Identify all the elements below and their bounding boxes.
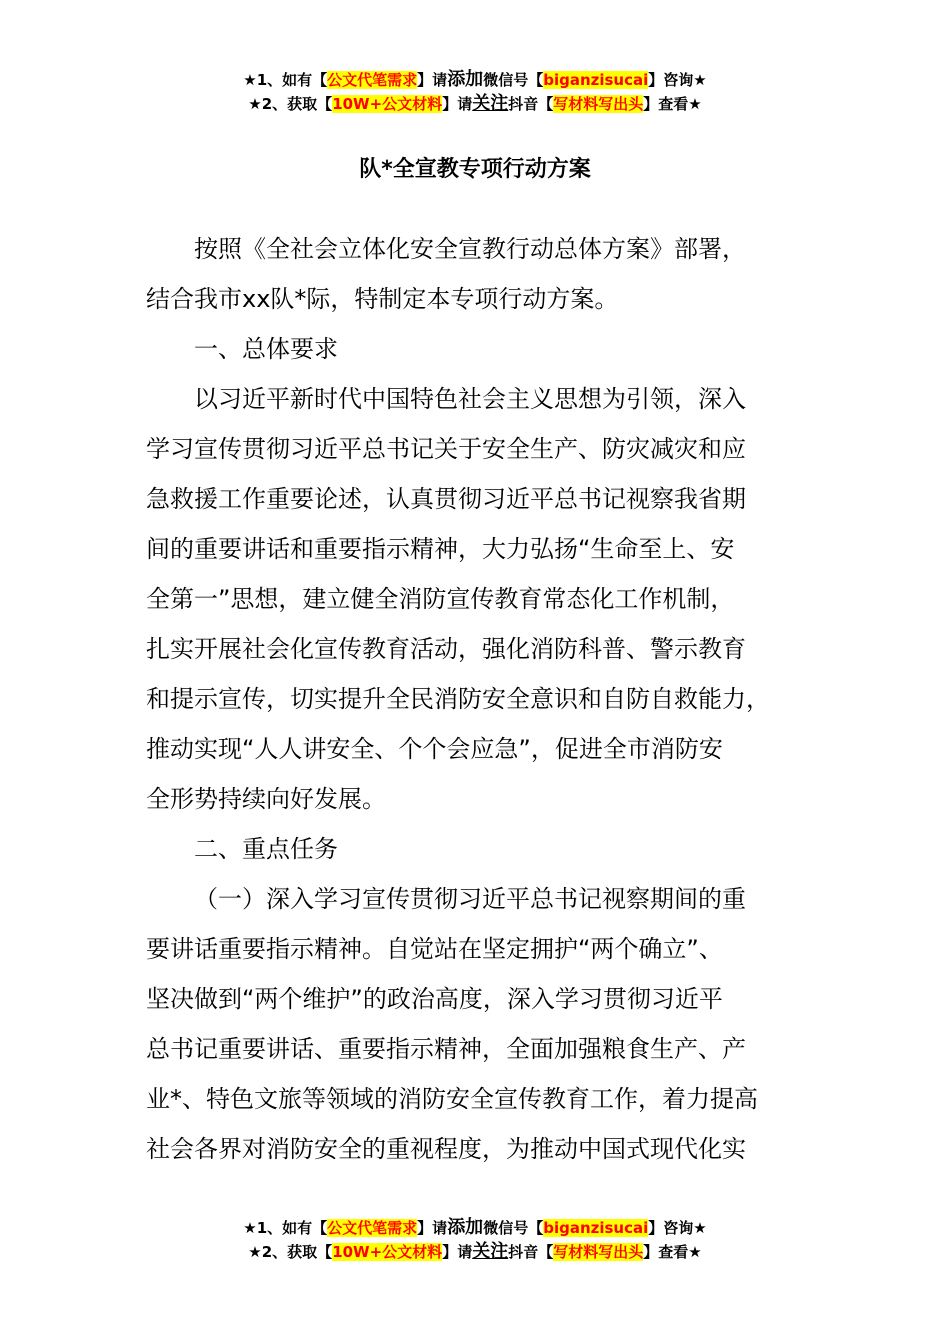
promo-wechat-id: biganzisucai (543, 71, 649, 89)
promo-douyin-id: 写材料写出头 (553, 1243, 644, 1261)
promo-text: 2、获取【 (261, 95, 333, 113)
body-line: 推动实现“人人讲安全、个个会应急”，促进全市消防安 (146, 735, 723, 763)
body-line: 扎实开展社会化宣传教育活动，强化消防科普、警示教育 (146, 635, 746, 663)
promo-line-2 (0, 92, 950, 116)
promo-text: 】请 (417, 71, 448, 89)
promo-highlight: 10W+公文材料 (332, 1243, 443, 1261)
star-icon: ★ (243, 1219, 257, 1237)
body-line: 坚决做到“两个维护”的政治高度，深入学习贯彻习近平 (146, 985, 723, 1013)
promo-emphasis: 添加 (447, 1217, 484, 1238)
body-line: 急救援工作重要论述，认真贯彻习近平总书记视察我省期 (146, 485, 746, 513)
promo-text: 抖音【 (508, 95, 554, 113)
promo-emphasis: 关注 (472, 93, 509, 114)
body-line: 业*、特色文旅等领域的消防安全宣传教育工作，着力提高 (146, 1085, 758, 1113)
promo-text: 】查看 (643, 95, 689, 113)
promo-text: 】咨询 (648, 71, 694, 89)
promo-text: 微信号【 (483, 1219, 544, 1237)
promo-text: 抖音【 (508, 1243, 554, 1261)
promo-emphasis: 关注 (472, 1241, 509, 1262)
promo-highlight: 10W+公文材料 (332, 95, 443, 113)
promo-text: 】请 (442, 95, 473, 113)
promo-highlight: 公文代笔需求 (327, 71, 418, 89)
body-line: 间的重要讲话和重要指示精神，大力弘扬“生命至上、安 (146, 535, 735, 563)
body-line: 要讲话重要指示精神。自觉站在坚定拥护“两个确立”、 (146, 935, 723, 963)
star-icon: ★ (248, 1243, 262, 1261)
document-body (146, 224, 806, 1174)
star-icon: ★ (688, 1243, 702, 1261)
star-icon: ★ (243, 71, 257, 89)
body-line: 总书记重要讲话、重要指示精神，全面加强粮食生产、产 (146, 1035, 746, 1063)
star-icon: ★ (693, 71, 707, 89)
promo-wechat-id: biganzisucai (543, 1219, 649, 1237)
promo-text: 】查看 (643, 1243, 689, 1261)
promo-emphasis: 添加 (447, 69, 484, 90)
promo-banner-bottom (0, 1216, 950, 1264)
promo-text: 1、如有【 (256, 71, 328, 89)
promo-text: 1、如有【 (256, 1219, 328, 1237)
promo-text: 】请 (417, 1219, 448, 1237)
body-line: 学习宣传贯彻习近平总书记关于安全生产、防灾减灾和应 (146, 435, 746, 463)
body-line: 全形势持续向好发展。 (146, 785, 386, 813)
promo-highlight: 公文代笔需求 (327, 1219, 418, 1237)
body-line: 全第一”思想，建立健全消防宣传教育常态化工作机制， (146, 585, 735, 613)
body-line: 结合我市xx队*际，特制定本专项行动方案。 (146, 285, 619, 313)
promo-text: 】请 (442, 1243, 473, 1261)
star-icon: ★ (248, 95, 262, 113)
star-icon: ★ (688, 95, 702, 113)
promo-line-1 (0, 1216, 950, 1240)
section-heading: 二、重点任务 (194, 835, 338, 863)
promo-text: 微信号【 (483, 71, 544, 89)
document-title: 队*全宣教专项行动方案 (359, 157, 591, 182)
body-line: 和提示宣传，切实提升全民消防安全意识和自防自救能力， (146, 685, 770, 713)
promo-line-2 (0, 1240, 950, 1264)
body-line: （一）深入学习宣传贯彻习近平总书记视察期间的重 (194, 885, 746, 913)
body-line: 以习近平新时代中国特色社会主义思想为引领，深入 (194, 385, 746, 413)
body-line: 社会各界对消防安全的重视程度，为推动中国式现代化实 (146, 1135, 746, 1163)
section-heading: 一、总体要求 (194, 335, 338, 363)
star-icon: ★ (693, 1219, 707, 1237)
body-line: 按照《全社会立体化安全宣教行动总体方案》部署， (194, 235, 746, 263)
promo-banner-top (0, 68, 950, 116)
promo-text: 2、获取【 (261, 1243, 333, 1261)
promo-douyin-id: 写材料写出头 (553, 95, 644, 113)
promo-text: 】咨询 (648, 1219, 694, 1237)
promo-line-1 (0, 68, 950, 92)
